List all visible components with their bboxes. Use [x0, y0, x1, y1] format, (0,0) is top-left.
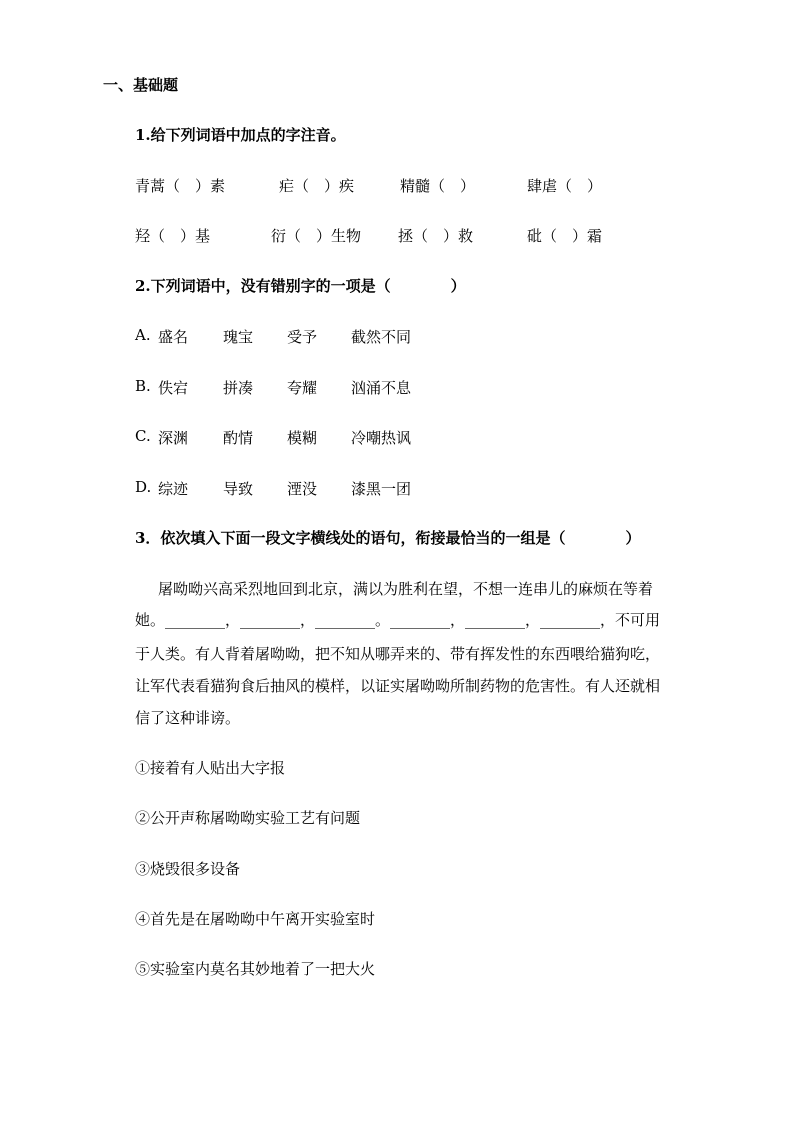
option-word: 拼凑 — [223, 379, 254, 397]
option-word: 盛名 — [158, 328, 189, 346]
option-word: 深渊 — [158, 429, 189, 447]
option-label: C. — [135, 427, 151, 445]
option-word: 佚宕 — [158, 379, 189, 397]
q1-word: 砒（ ）霜 — [527, 227, 603, 245]
option-word: 冷嘲热讽 — [351, 429, 412, 447]
option-word: 导致 — [223, 480, 254, 498]
question-2-prompt: 2.下列词语中，没有错别字的一项是（ ） — [135, 277, 466, 295]
option-word: 截然不同 — [351, 328, 412, 346]
option-word: 受予 — [287, 328, 318, 346]
q1-word: 精髓（ ） — [400, 177, 476, 195]
option-word: 模糊 — [287, 429, 318, 447]
q1-word: 拯（ ）救 — [398, 227, 474, 245]
option-label: D. — [135, 478, 152, 496]
passage-line: 屠呦呦兴高采烈地回到北京，满以为胜利在望，不想一连串儿的麻烦在等着 — [158, 580, 654, 598]
option-word: 湮没 — [287, 480, 318, 498]
sentence-item-2: ②公开声称屠呦呦实验工艺有问题 — [135, 809, 361, 827]
section-title: 一、基础题 — [103, 76, 179, 94]
option-word: 漆黑一团 — [351, 480, 412, 498]
sentence-item-5: ⑤实验室内莫名其妙地着了一把大火 — [135, 960, 376, 978]
sentence-item-4: ④首先是在屠呦呦中午离开实验室时 — [135, 910, 376, 928]
option-word: 综迹 — [158, 480, 189, 498]
passage-line: 信了这种诽谤。 — [135, 709, 241, 727]
q1-word: 青蒿（ ）素 — [135, 177, 226, 195]
option-word: 酌情 — [223, 429, 254, 447]
option-word: 瑰宝 — [223, 328, 254, 346]
option-label: B. — [135, 377, 151, 395]
q1-word: 羟（ ）基 — [135, 227, 211, 245]
q1-word: 疟（ ）疾 — [279, 177, 355, 195]
question-3-prompt: 3．依次填入下面一段文字横线处的语句，衔接最恰当的一组是（ ） — [135, 529, 641, 547]
sentence-item-3: ③烧毁很多设备 — [135, 860, 241, 878]
passage-line: 于人类。有人背着屠呦呦，把不知从哪弄来的、带有挥发性的东西喂给猫狗吃， — [135, 645, 661, 663]
sentence-item-1: ①接着有人贴出大字报 — [135, 759, 286, 777]
q1-word: 衍（ ）生物 — [271, 227, 362, 245]
passage-line: 让军代表看猫狗食后抽风的模样，以证实屠呦呦所制药物的危害性。有人还就相 — [135, 677, 661, 695]
option-word: 汹涌不息 — [351, 379, 412, 397]
option-label: A. — [135, 326, 151, 344]
q1-word: 肆虐（ ） — [527, 177, 603, 195]
question-1-prompt: 1.给下列词语中加点的字注音。 — [135, 126, 346, 144]
option-word: 夸耀 — [287, 379, 318, 397]
passage-line: 她。________，________，________。________，________，________，不可用 — [135, 611, 661, 629]
